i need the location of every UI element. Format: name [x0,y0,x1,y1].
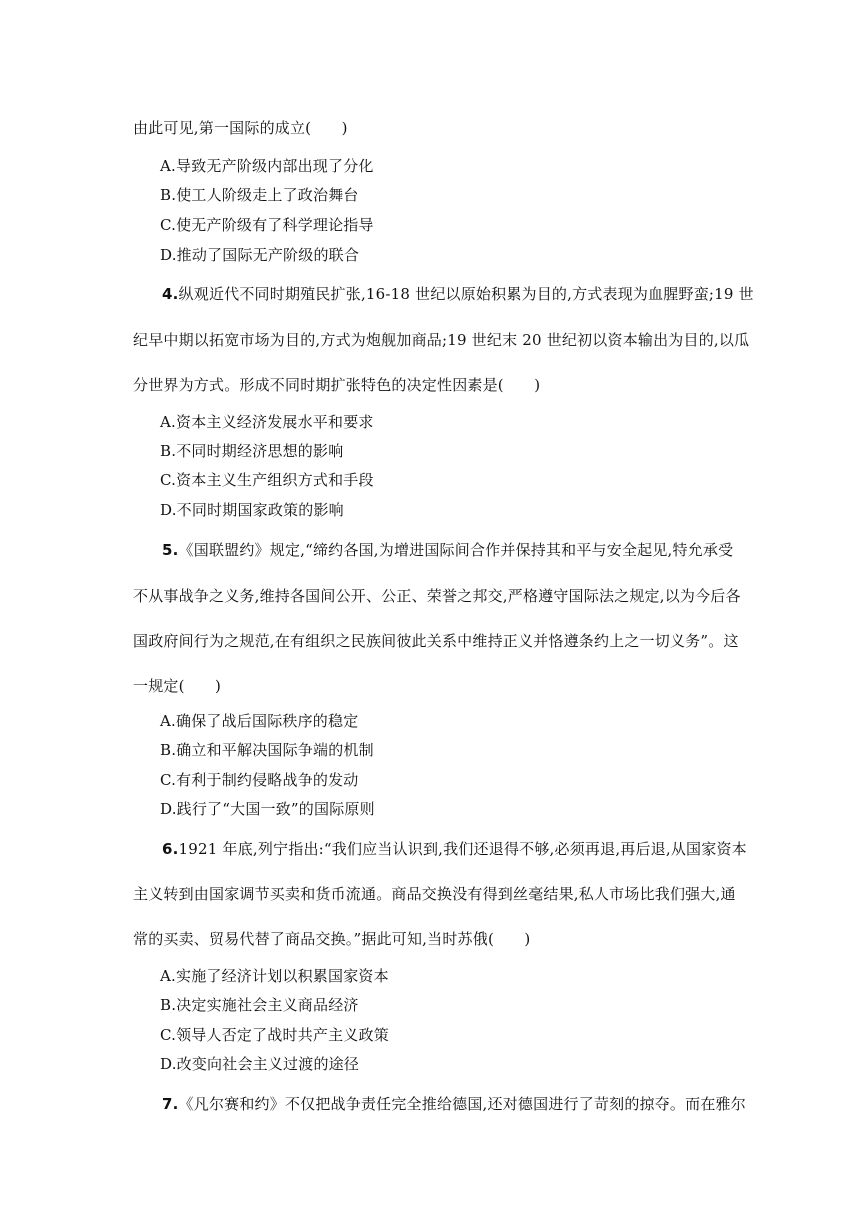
q6-stem-line-3: 常的买卖、贸易代替了商品交换。”据此可知,当时苏俄( ) [133,930,531,948]
q3-option-a: A.导致无产阶级内部出现了分化 [160,157,374,175]
q4-option-c: C.资本主义生产组织方式和手段 [160,471,374,489]
q7-stem-line-1 [162,1094,746,1114]
q4-option-b: B.不同时期经济思想的影响 [160,442,344,460]
q4-option-d: D.不同时期国家政策的影响 [160,501,344,519]
q6-stem-text-1: 1921 年底,列宁指出:“我们应当认识到,我们还退得不够,必须再退,再后退,从国家资本 [178,840,747,858]
q4-stem-line-3: 分世界为方式。形成不同时期扩张特色的决定性因素是( ) [133,376,541,394]
q4-stem-line-2: 纪早中期以拓宽市场为目的,方式为炮舰加商品;19 世纪末 20 世纪初以资本输出为目的,以瓜 [133,331,750,349]
q5-option-b: B.确立和平解决国际争端的机制 [160,741,374,759]
q3-option-c: C.使无产阶级有了科学理论指导 [160,216,374,234]
q5-stem-line-3: 国政府间行为之规范,在有组织之民族间彼此关系中维持正义并恪遵条约上之一切义务”。这 [133,632,739,650]
q6-option-d: D.改变向社会主义过渡的途径 [160,1055,360,1073]
q6-option-c: C.领导人否定了战时共产主义政策 [160,1026,389,1044]
q7-number: 7. [162,1095,179,1113]
q6-option-b: B.决定实施社会主义商品经济 [160,996,359,1014]
q4-stem-line-1 [162,284,754,304]
q3-option-b: B.使工人阶级走上了政治舞台 [160,186,359,204]
q5-option-c: C.有利于制约侵略战争的发动 [160,771,359,789]
q5-option-d: D.践行了“大国一致”的国际原则 [160,800,375,818]
q5-number: 5. [162,541,179,559]
q7-stem-text-1: 《凡尔赛和约》不仅把战争责任完全推给德国,还对德国进行了苛刻的掠夺。而在雅尔 [178,1095,746,1113]
q5-option-a: A.确保了战后国际秩序的稳定 [160,712,359,730]
q4-number: 4. [162,285,179,303]
q3-option-d: D.推动了国际无产阶级的联合 [160,246,360,264]
q6-option-a: A.实施了经济计划以积累国家资本 [160,967,389,985]
q5-stem-line-1 [162,540,733,560]
q4-option-a: A.资本主义经济发展水平和要求 [160,413,374,431]
q6-stem-line-1 [162,839,747,859]
q4-stem-text-1: 纵观近代不同时期殖民扩张,16-18 世纪以原始积累为目的,方式表现为血腥野蛮;19 世 [178,285,754,303]
q6-number: 6. [162,840,179,858]
q5-stem-line-2: 不从事战争之义务,维持各国间公开、公正、荣誉之邦交,严格遵守国际法之规定,以为今后各 [133,587,741,605]
q5-stem-text-1: 《国联盟约》规定,“缔约各国,为增进国际间合作并保持其和平与安全起见,特允承受 [178,541,734,559]
q5-stem-line-4: 一规定( ) [133,677,222,695]
q6-stem-line-2: 主义转到由国家调节买卖和货币流通。商品交换没有得到丝毫结果,私人市场比我们强大,通 [133,885,736,903]
q3-stem-line-1: 由此可见,第一国际的成立( ) [133,119,348,137]
